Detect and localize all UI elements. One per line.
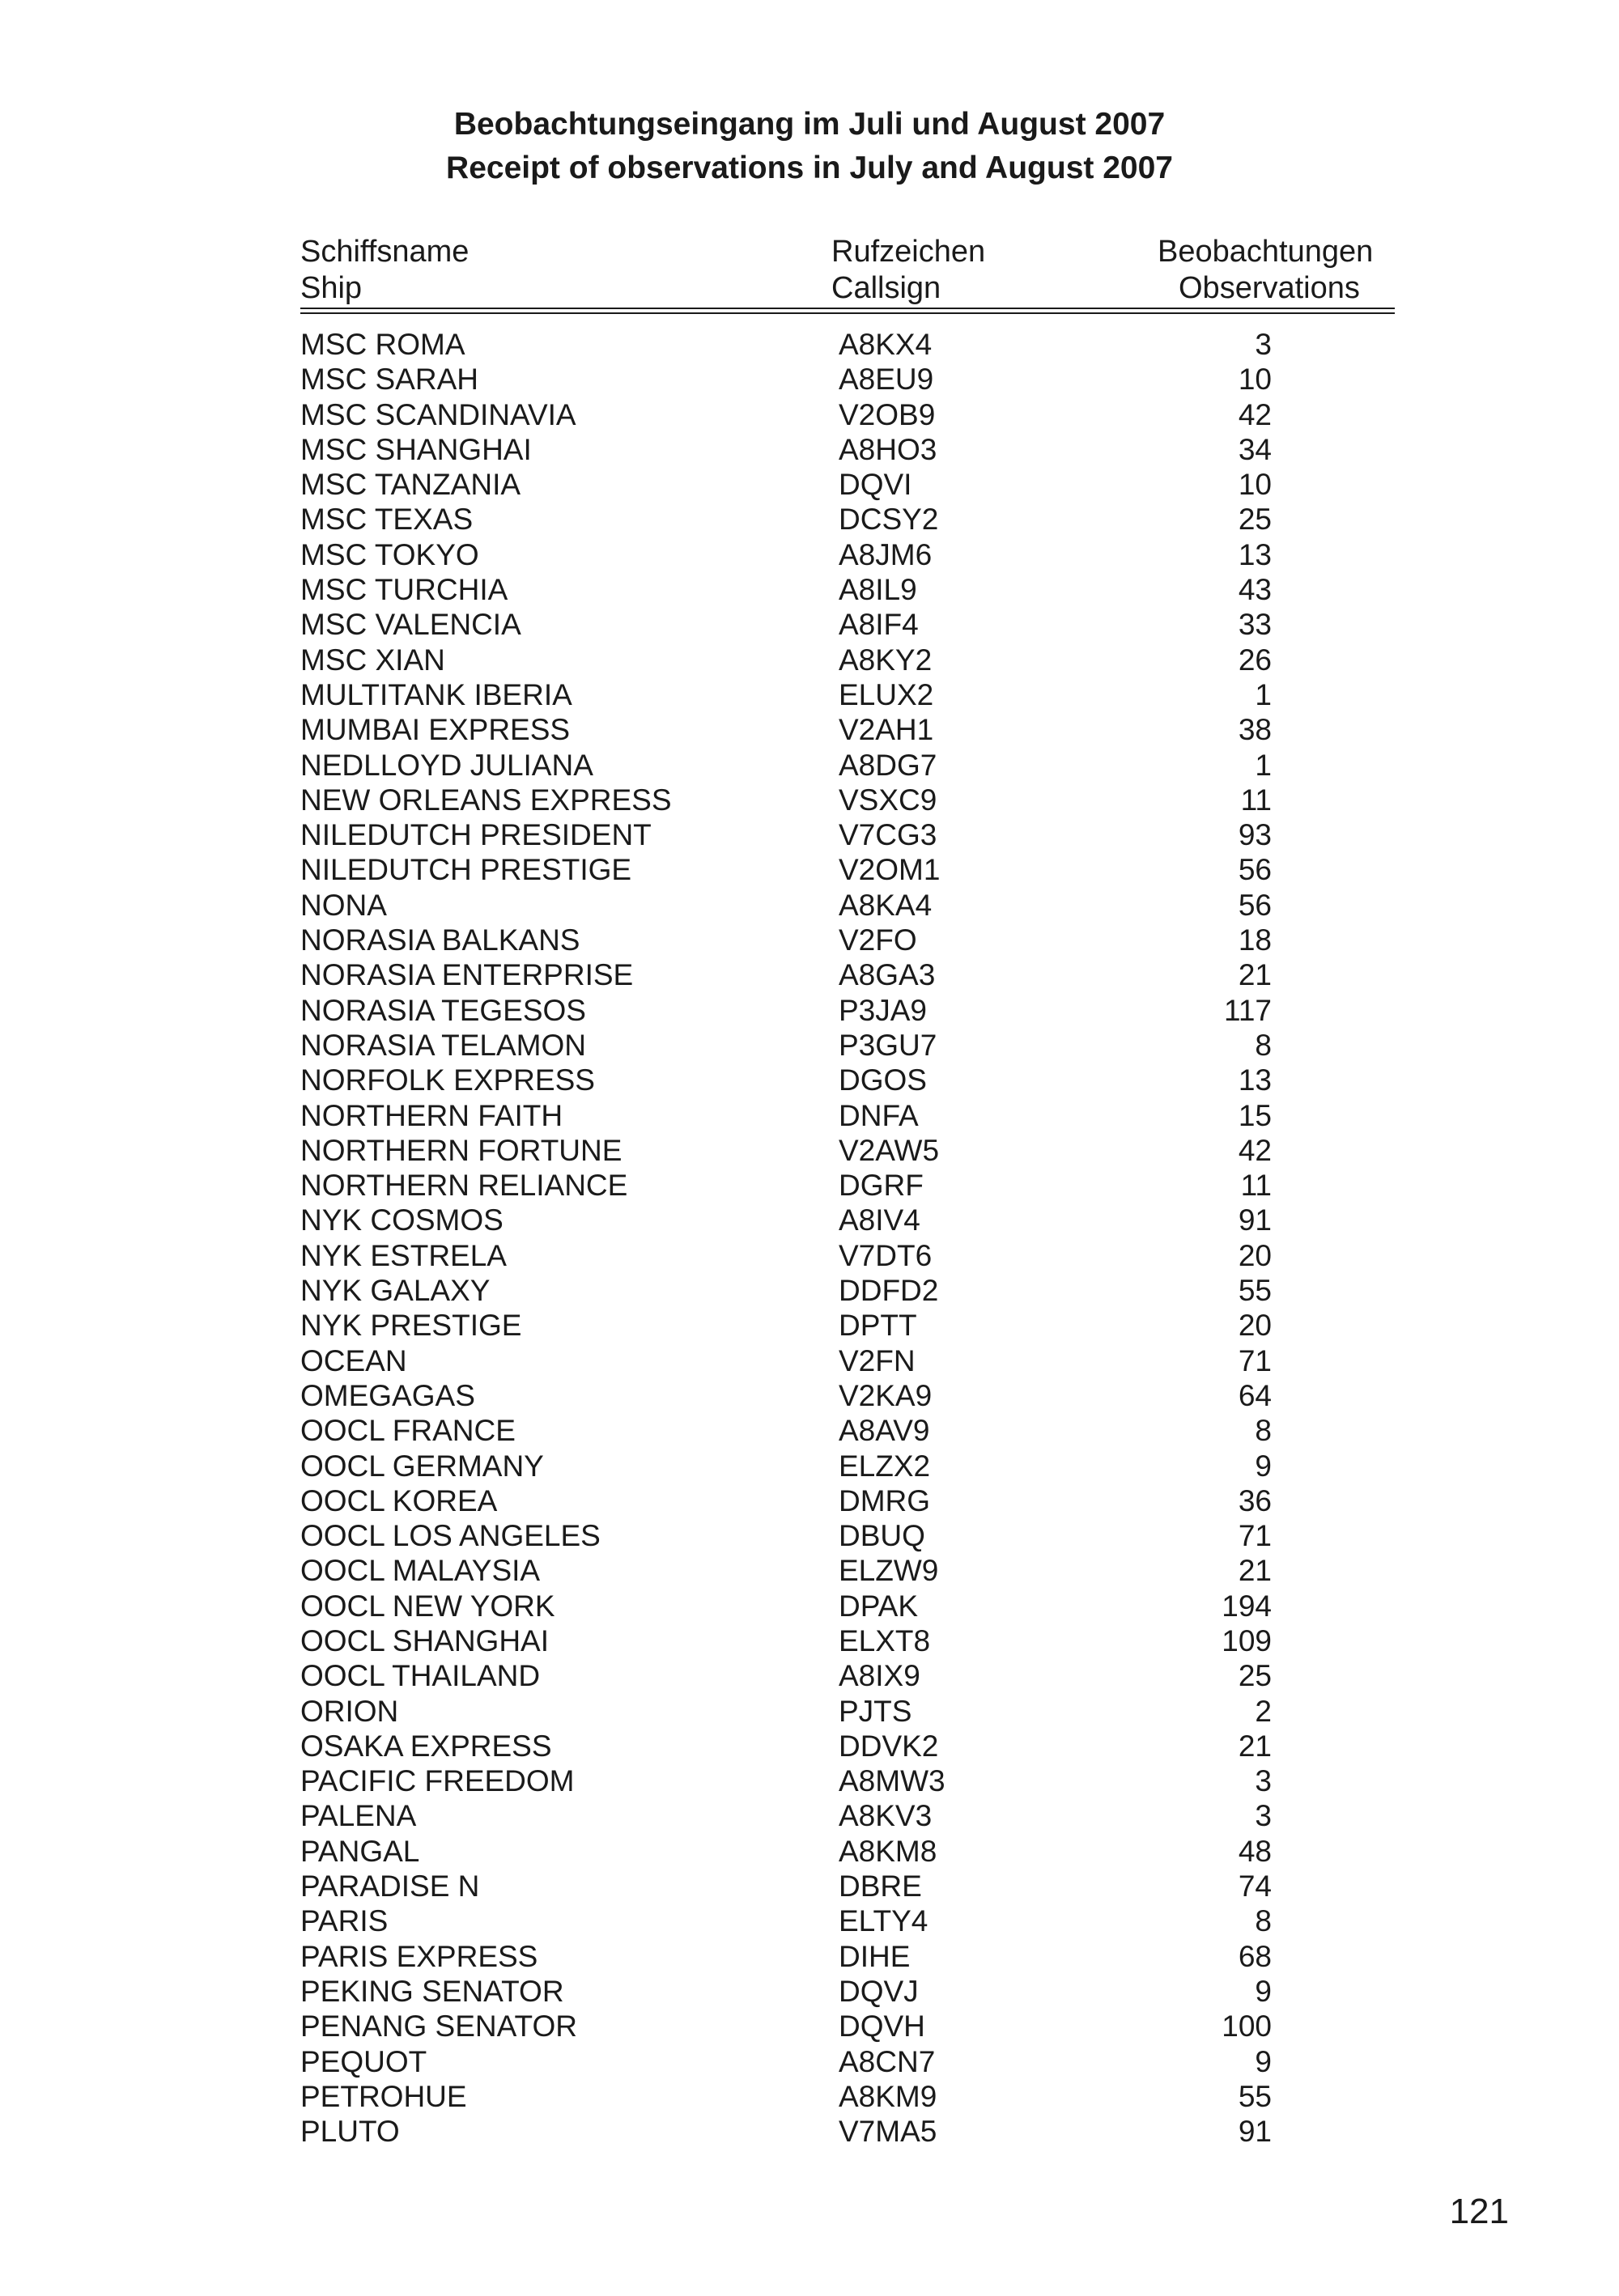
observation-count: 8 [1255, 1414, 1272, 1448]
ship-name: PEQUOT [300, 2044, 427, 2078]
callsign: A8IL9 [839, 573, 917, 607]
ship-name: NORASIA TELAMON [300, 1028, 586, 1062]
ship-header-german: Schiffsname [300, 235, 470, 269]
callsign: ELTY4 [839, 1904, 928, 1938]
observation-count: 100 [1222, 2010, 1272, 2043]
observation-count: 42 [1238, 1133, 1272, 1167]
ship-name: PALENA [300, 1799, 417, 1833]
page-title-english: Receipt of observations in July and August 2007 [446, 151, 1173, 185]
callsign: A8MW3 [839, 1764, 945, 1798]
observation-count: 9 [1255, 1974, 1272, 2008]
ship-name: NORASIA TEGESOS [300, 993, 586, 1027]
callsign: A8KA4 [839, 888, 933, 922]
table-row [0, 1168, 1619, 1203]
table-row [0, 1343, 1619, 1378]
observation-count: 11 [1240, 783, 1272, 817]
callsign: DBUQ [839, 1519, 925, 1553]
ship-name: OCEAN [300, 1343, 407, 1377]
callsign: DQVH [839, 2010, 925, 2043]
table-row [0, 607, 1619, 642]
header-rule-top [300, 308, 1395, 309]
ship-name: PANGAL [300, 1834, 420, 1868]
table-row [0, 432, 1619, 467]
observation-count: 117 [1224, 993, 1272, 1027]
observation-count: 93 [1238, 818, 1272, 852]
observation-count: 64 [1238, 1378, 1272, 1412]
table-row [0, 2079, 1619, 2114]
table-row [0, 783, 1619, 817]
table-row [0, 572, 1619, 607]
callsign: DCSY2 [839, 503, 939, 537]
callsign: V2FO [839, 923, 917, 957]
observation-count: 21 [1238, 958, 1272, 992]
callsign: A8KX4 [839, 328, 933, 361]
ship-name: NORTHERN RELIANCE [300, 1169, 628, 1203]
observation-count: 91 [1238, 2115, 1272, 2149]
callsign: ELZX2 [839, 1449, 931, 1483]
ship-name: OOCL GERMANY [300, 1449, 544, 1483]
observation-count: 33 [1238, 608, 1272, 642]
ship-name: NYK PRESTIGE [300, 1309, 522, 1343]
observation-count: 13 [1238, 537, 1272, 571]
callsign: P3JA9 [839, 993, 928, 1027]
callsign: A8IX9 [839, 1659, 920, 1693]
table-row [0, 1413, 1619, 1448]
callsign: A8DG7 [839, 748, 937, 782]
callsign: V2KA9 [839, 1378, 933, 1412]
callsign: A8KV3 [839, 1799, 933, 1833]
ship-name: NEW ORLEANS EXPRESS [300, 783, 672, 817]
observation-count: 55 [1238, 1274, 1272, 1308]
ship-header-english: Ship [300, 271, 363, 305]
observations-header-english: Observations [1179, 271, 1360, 305]
table-row [0, 817, 1619, 852]
observation-count: 91 [1238, 1203, 1272, 1237]
table-row [0, 643, 1619, 677]
ship-name: PARIS [300, 1904, 389, 1938]
callsign: DMRG [839, 1483, 931, 1517]
observation-count: 10 [1238, 468, 1272, 502]
ship-name: OOCL THAILAND [300, 1659, 541, 1693]
ship-name: OOCL LOS ANGELES [300, 1519, 601, 1553]
observation-count: 25 [1238, 503, 1272, 537]
table-row [0, 852, 1619, 887]
callsign: V2FN [839, 1343, 916, 1377]
table-row [0, 327, 1619, 362]
table-row [0, 467, 1619, 502]
ship-name: OOCL NEW YORK [300, 1589, 555, 1623]
callsign: A8KM9 [839, 2079, 937, 2113]
callsign: A8JM6 [839, 537, 933, 571]
observation-count: 21 [1238, 1554, 1272, 1588]
callsign: A8IV4 [839, 1203, 920, 1237]
observation-count: 56 [1238, 853, 1272, 887]
header-rule-bottom [300, 312, 1395, 314]
table-row [0, 1763, 1619, 1798]
callsign: A8AV9 [839, 1414, 930, 1448]
table-row [0, 1063, 1619, 1097]
callsign: DIHE [839, 1939, 911, 1973]
table-row [0, 2009, 1619, 2043]
observation-count: 109 [1222, 1623, 1272, 1657]
ship-name: NILEDUTCH PRESTIGE [300, 853, 632, 887]
observation-count: 20 [1238, 1309, 1272, 1343]
table-row [0, 2114, 1619, 2149]
callsign: DDVK2 [839, 1729, 939, 1763]
table-row [0, 502, 1619, 537]
table-row [0, 1903, 1619, 1938]
table-row [0, 1939, 1619, 1974]
ship-name: NILEDUTCH PRESIDENT [300, 818, 652, 852]
callsign: A8KY2 [839, 643, 933, 677]
callsign-header-german: Rufzeichen [831, 235, 986, 269]
observation-count: 9 [1255, 2044, 1272, 2078]
callsign: A8IF4 [839, 608, 919, 642]
ship-name: PACIFIC FREEDOM [300, 1764, 575, 1798]
ship-name: PLUTO [300, 2115, 400, 2149]
observation-count: 34 [1238, 432, 1272, 466]
table-row [0, 1098, 1619, 1133]
observation-count: 36 [1238, 1483, 1272, 1517]
observation-count: 3 [1255, 328, 1272, 361]
ship-name: MSC XIAN [300, 643, 445, 677]
ship-name: MSC SCANDINAVIA [300, 397, 576, 431]
ship-name: PARIS EXPRESS [300, 1939, 538, 1973]
observation-count: 8 [1255, 1028, 1272, 1062]
ship-name: MSC SARAH [300, 363, 478, 397]
table-row [0, 1133, 1619, 1168]
observation-count: 43 [1238, 573, 1272, 607]
table-row [0, 362, 1619, 397]
ship-name: OOCL KOREA [300, 1483, 498, 1517]
callsign: A8CN7 [839, 2044, 936, 2078]
ship-name: MSC TEXAS [300, 503, 474, 537]
table-row [0, 1974, 1619, 2009]
observation-count: 194 [1222, 1589, 1272, 1623]
table-row [0, 1589, 1619, 1623]
observation-count: 8 [1255, 1904, 1272, 1938]
callsign: V2AW5 [839, 1133, 940, 1167]
table-row [0, 1483, 1619, 1518]
ship-name: PEKING SENATOR [300, 1974, 564, 2008]
table-row [0, 1869, 1619, 1903]
table-row [0, 1553, 1619, 1588]
ship-name: MSC TURCHIA [300, 573, 508, 607]
ship-name: MSC VALENCIA [300, 608, 521, 642]
ship-name: NORTHERN FORTUNE [300, 1133, 623, 1167]
table-row [0, 1238, 1619, 1273]
ship-name: ORION [300, 1694, 399, 1728]
observation-count: 71 [1238, 1519, 1272, 1553]
callsign: V7MA5 [839, 2115, 937, 2149]
callsign: ELXT8 [839, 1623, 931, 1657]
observation-count: 74 [1238, 1869, 1272, 1903]
table-row [0, 1694, 1619, 1729]
ship-name: PARADISE N [300, 1869, 480, 1903]
table-row [0, 712, 1619, 747]
callsign: DPTT [839, 1309, 917, 1343]
callsign: DGOS [839, 1063, 927, 1097]
callsign: V2AH1 [839, 713, 934, 747]
observation-count: 26 [1238, 643, 1272, 677]
observation-count: 10 [1238, 363, 1272, 397]
observation-count: 15 [1238, 1098, 1272, 1132]
table-row [0, 677, 1619, 712]
callsign: V7CG3 [839, 818, 937, 852]
ship-name: OOCL MALAYSIA [300, 1554, 541, 1588]
callsign: ELZW9 [839, 1554, 939, 1588]
callsign: ELUX2 [839, 677, 934, 711]
callsign: PJTS [839, 1694, 912, 1728]
table-row [0, 1378, 1619, 1413]
ship-name: PENANG SENATOR [300, 2010, 577, 2043]
table-row [0, 1028, 1619, 1063]
ship-name: MSC TOKYO [300, 537, 479, 571]
table-row [0, 1308, 1619, 1343]
observation-count: 18 [1238, 923, 1272, 957]
table-row [0, 993, 1619, 1028]
table-row [0, 923, 1619, 957]
callsign: DQVJ [839, 1974, 919, 2008]
table-row [0, 1834, 1619, 1869]
callsign: A8EU9 [839, 363, 934, 397]
observations-header-german: Beobachtungen [1158, 235, 1374, 269]
observation-count: 21 [1238, 1729, 1272, 1763]
observation-count: 71 [1238, 1343, 1272, 1377]
observation-count: 68 [1238, 1939, 1272, 1973]
observation-count: 25 [1238, 1659, 1272, 1693]
ship-name: OOCL SHANGHAI [300, 1623, 550, 1657]
callsign: DNFA [839, 1098, 919, 1132]
ship-name: NEDLLOYD JULIANA [300, 748, 593, 782]
table-row [0, 1449, 1619, 1483]
ship-name: NONA [300, 888, 387, 922]
table-row [0, 1273, 1619, 1308]
callsign: V7DT6 [839, 1238, 933, 1272]
observation-count: 2 [1255, 1694, 1272, 1728]
page-title-german: Beobachtungseingang im Juli und August 2007 [453, 107, 1166, 142]
callsign: VSXC9 [839, 783, 937, 817]
table-row [0, 1729, 1619, 1763]
ship-name: NORASIA ENTERPRISE [300, 958, 634, 992]
callsign: P3GU7 [839, 1028, 937, 1062]
callsign: DPAK [839, 1589, 919, 1623]
observation-count: 48 [1238, 1834, 1272, 1868]
table-row [0, 2044, 1619, 2079]
ship-name: MULTITANK IBERIA [300, 677, 572, 711]
table-row [0, 1798, 1619, 1833]
page-number: 121 [1449, 2192, 1509, 2231]
table-row [0, 1203, 1619, 1237]
observation-count: 9 [1255, 1449, 1272, 1483]
ship-name: NORASIA BALKANS [300, 923, 580, 957]
observation-count: 1 [1255, 677, 1272, 711]
observation-count: 3 [1255, 1764, 1272, 1798]
ship-name: NYK ESTRELA [300, 1238, 507, 1272]
table-row [0, 537, 1619, 572]
callsign: V2OB9 [839, 397, 936, 431]
observations-table [0, 327, 1619, 2149]
observation-count: 13 [1238, 1063, 1272, 1097]
observation-count: 56 [1238, 888, 1272, 922]
table-row [0, 397, 1619, 432]
ship-name: PETROHUE [300, 2079, 467, 2113]
ship-name: NORFOLK EXPRESS [300, 1063, 595, 1097]
observation-count: 11 [1240, 1169, 1272, 1203]
table-row [0, 1658, 1619, 1693]
ship-name: OMEGAGAS [300, 1378, 475, 1412]
ship-name: OSAKA EXPRESS [300, 1729, 552, 1763]
ship-name: MSC SHANGHAI [300, 432, 532, 466]
table-row [0, 1623, 1619, 1658]
ship-name: MSC ROMA [300, 328, 465, 361]
table-row [0, 888, 1619, 923]
table-row [0, 957, 1619, 992]
ship-name: MSC TANZANIA [300, 468, 521, 502]
observation-count: 38 [1238, 713, 1272, 747]
table-row [0, 748, 1619, 783]
observation-count: 42 [1238, 397, 1272, 431]
observation-count: 3 [1255, 1799, 1272, 1833]
ship-name: NYK COSMOS [300, 1203, 504, 1237]
callsign: DBRE [839, 1869, 922, 1903]
callsign: A8KM8 [839, 1834, 937, 1868]
ship-name: MUMBAI EXPRESS [300, 713, 571, 747]
callsign: DQVI [839, 468, 912, 502]
observation-count: 20 [1238, 1238, 1272, 1272]
ship-name: NORTHERN FAITH [300, 1098, 563, 1132]
ship-name: NYK GALAXY [300, 1274, 491, 1308]
callsign: DDFD2 [839, 1274, 939, 1308]
table-row [0, 1518, 1619, 1553]
callsign: A8HO3 [839, 432, 937, 466]
callsign: V2OM1 [839, 853, 941, 887]
observation-count: 55 [1238, 2079, 1272, 2113]
callsign-header-english: Callsign [831, 271, 941, 305]
observation-count: 1 [1255, 748, 1272, 782]
callsign: DGRF [839, 1169, 924, 1203]
ship-name: OOCL FRANCE [300, 1414, 516, 1448]
callsign: A8GA3 [839, 958, 936, 992]
